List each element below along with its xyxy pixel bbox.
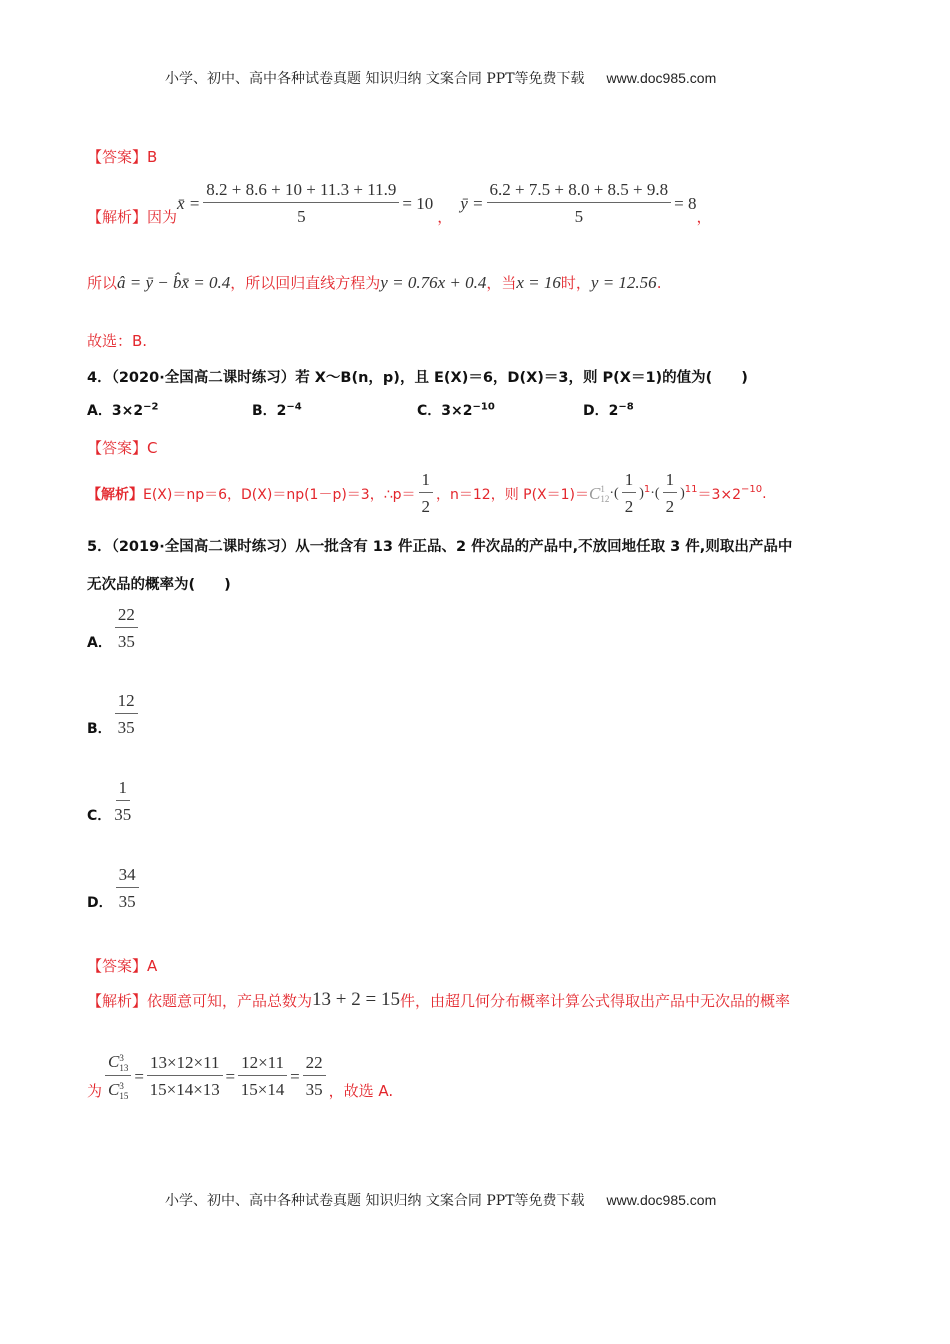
numerator: 22 bbox=[303, 1053, 326, 1076]
q3-analysis-line1 bbox=[87, 180, 712, 227]
exp: −2 bbox=[143, 401, 159, 413]
label: B． bbox=[87, 721, 112, 737]
total-eq: 13 + 2 = 15 bbox=[312, 989, 400, 1010]
fraction bbox=[115, 691, 138, 738]
header-text: 小学、初中、高中各种试卷真题 知识归纳 文案合同 PPT等免费下载 bbox=[165, 71, 585, 87]
answer-label: 【答案】 bbox=[87, 148, 148, 166]
q5-stem-line1: 5．（2019·全国高二课时练习）从一批含有 13 件正品、2 件次品的产品中,不放回地任取 3 件,则取出产品中 bbox=[87, 539, 793, 555]
text: ) bbox=[639, 485, 644, 501]
denominator: 5 bbox=[297, 207, 306, 226]
q4-option-d bbox=[583, 400, 634, 420]
text: 为 bbox=[87, 1082, 103, 1101]
page-footer bbox=[165, 1190, 716, 1210]
exp: −4 bbox=[286, 401, 302, 413]
q5-option-b bbox=[87, 691, 141, 738]
q4-answer bbox=[87, 437, 158, 458]
equals: = bbox=[134, 1066, 144, 1086]
text: ＝3×2 bbox=[697, 486, 742, 503]
text: ，n＝12，则 P(X＝1)＝ bbox=[436, 486, 590, 503]
exp: −8 bbox=[618, 401, 634, 413]
denominator: 2 bbox=[421, 497, 431, 516]
fraction bbox=[114, 778, 131, 825]
text: ·( bbox=[609, 485, 619, 501]
x-mean-fraction bbox=[203, 180, 399, 227]
answer-value: A bbox=[147, 956, 158, 975]
text: 件，由超几何分布概率计算公式得取出产品中无次品的概率 bbox=[399, 991, 790, 1010]
label: A． bbox=[87, 635, 112, 651]
text: ，故选 A. bbox=[328, 1082, 394, 1101]
analysis-label: 【解析】 bbox=[87, 991, 148, 1010]
regression-eq: y = 0.76x + 0.4 bbox=[380, 272, 487, 292]
label: B． bbox=[252, 403, 277, 419]
x-val: x = 16 bbox=[516, 272, 561, 292]
denominator: 15×14×13 bbox=[149, 1080, 220, 1100]
footer-site-link[interactable]: www.doc985.com bbox=[606, 1192, 717, 1208]
base: 3×2 bbox=[441, 403, 473, 419]
denominator: 35 bbox=[118, 892, 136, 911]
q4-option-c bbox=[417, 400, 495, 420]
q5-option-c bbox=[87, 778, 134, 825]
label: D． bbox=[87, 895, 113, 911]
label: D． bbox=[583, 403, 609, 419]
label: A． bbox=[87, 403, 112, 419]
q3-analysis-line2 bbox=[87, 272, 661, 293]
exp: −10 bbox=[741, 484, 763, 495]
label: C． bbox=[417, 403, 442, 419]
fraction bbox=[238, 1053, 287, 1100]
text: ，所以回归直线方程为 bbox=[230, 274, 381, 292]
comb-sup: 1 bbox=[600, 483, 605, 494]
exp: −10 bbox=[472, 401, 495, 413]
y-val: y = 12.56 bbox=[590, 272, 657, 292]
q3-choose: 故选：B. bbox=[87, 332, 148, 350]
text: 依题意可知，产品总数为 bbox=[147, 991, 313, 1010]
combination: C bbox=[589, 483, 601, 503]
answer-label: 【答案】 bbox=[87, 957, 148, 975]
analysis-label: 【解析】 bbox=[87, 486, 143, 503]
header-site-link[interactable]: www.doc985.com bbox=[606, 70, 717, 86]
text: . bbox=[656, 273, 662, 292]
q5-stem-line2: 无次品的概率为( ) bbox=[87, 577, 231, 593]
q4-option-b bbox=[252, 400, 302, 420]
q4-analysis bbox=[87, 470, 767, 517]
comma: ， bbox=[696, 208, 712, 226]
denominator: 2 bbox=[665, 497, 675, 516]
comb: C bbox=[108, 1052, 120, 1071]
numerator: 1 bbox=[622, 470, 637, 493]
q5-analysis-line2 bbox=[87, 1052, 393, 1101]
text: ·( bbox=[650, 485, 660, 501]
analysis-label: 【解析】因为 bbox=[87, 208, 178, 226]
base: 2 bbox=[276, 403, 287, 419]
comma: ， bbox=[437, 208, 453, 226]
numerator: 13×12×11 bbox=[147, 1053, 223, 1076]
y-mean-fraction bbox=[487, 180, 672, 227]
numerator: 1 bbox=[663, 470, 678, 493]
equals: = bbox=[225, 1066, 236, 1086]
half-fraction bbox=[419, 470, 434, 517]
fraction bbox=[115, 605, 138, 652]
sub: 15 bbox=[119, 1091, 129, 1102]
q5-answer bbox=[87, 955, 157, 976]
q5-option-a bbox=[87, 605, 141, 652]
half-fraction bbox=[622, 470, 637, 517]
denominator: 2 bbox=[624, 497, 634, 516]
denominator: 35 bbox=[114, 805, 132, 824]
numerator: 6.2 + 7.5 + 8.0 + 8.5 + 9.8 bbox=[487, 180, 672, 203]
text: 所以 bbox=[87, 274, 118, 292]
half-fraction bbox=[663, 470, 678, 517]
combination-fraction bbox=[105, 1052, 131, 1101]
text: 时， bbox=[560, 274, 591, 292]
denominator: 5 bbox=[574, 207, 584, 226]
y-eq: = 8 bbox=[674, 193, 697, 213]
q3-answer bbox=[87, 146, 157, 167]
denominator: 15×14 bbox=[240, 1080, 285, 1100]
equals: = bbox=[290, 1066, 300, 1086]
numerator: 1 bbox=[116, 778, 131, 801]
denominator: 35 bbox=[117, 718, 135, 737]
numerator: 22 bbox=[115, 605, 138, 628]
xbar: x̄ = bbox=[177, 193, 201, 213]
numerator: 1 bbox=[419, 470, 434, 493]
fraction bbox=[147, 1053, 223, 1100]
numerator: 12 bbox=[115, 691, 138, 714]
label: C． bbox=[87, 808, 112, 824]
comb: C bbox=[108, 1080, 120, 1100]
q4-stem: 4．（2020·全国高二课时练习）若 X～B(n，p)，且 E(X)＝6，D(X)＝3，则 P(X＝1)的值为( ) bbox=[87, 370, 748, 386]
sub: 13 bbox=[119, 1063, 129, 1074]
answer-value: C bbox=[147, 438, 158, 457]
q4-option-a bbox=[87, 400, 158, 420]
fraction bbox=[303, 1053, 326, 1100]
footer-text: 小学、初中、高中各种试卷真题 知识归纳 文案合同 PPT等免费下载 bbox=[165, 1193, 585, 1209]
answer-label: 【答案】 bbox=[87, 439, 148, 457]
base: 2 bbox=[608, 403, 619, 419]
numerator: 12×11 bbox=[238, 1053, 287, 1076]
answer-value: B bbox=[147, 147, 158, 166]
sup: 3 bbox=[119, 1081, 124, 1092]
q5-analysis-line1 bbox=[87, 989, 790, 1011]
text: . bbox=[762, 485, 767, 502]
exp: 11 bbox=[684, 484, 698, 495]
sup: 3 bbox=[119, 1053, 124, 1064]
comb-sub: 12 bbox=[600, 493, 610, 504]
base: 3×2 bbox=[111, 403, 144, 419]
denominator: 35 bbox=[117, 632, 135, 651]
text: ) bbox=[680, 485, 685, 501]
x-eq: = 10 bbox=[402, 193, 434, 213]
exp: 1 bbox=[643, 484, 651, 495]
numerator: 8.2 + 8.6 + 10 + 11.3 + 11.9 bbox=[203, 180, 399, 203]
text: ，当 bbox=[486, 274, 517, 292]
ybar: ȳ = bbox=[460, 193, 484, 213]
numerator: 34 bbox=[116, 865, 139, 888]
q5-option-d bbox=[87, 865, 142, 912]
text: E(X)＝np＝6，D(X)＝np(1－p)＝3，∴p＝ bbox=[143, 486, 416, 503]
intercept-eq: â = ȳ − b̂x̄ = 0.4 bbox=[117, 272, 231, 292]
page-header bbox=[165, 68, 716, 88]
fraction bbox=[116, 865, 139, 912]
denominator: 35 bbox=[305, 1080, 323, 1100]
